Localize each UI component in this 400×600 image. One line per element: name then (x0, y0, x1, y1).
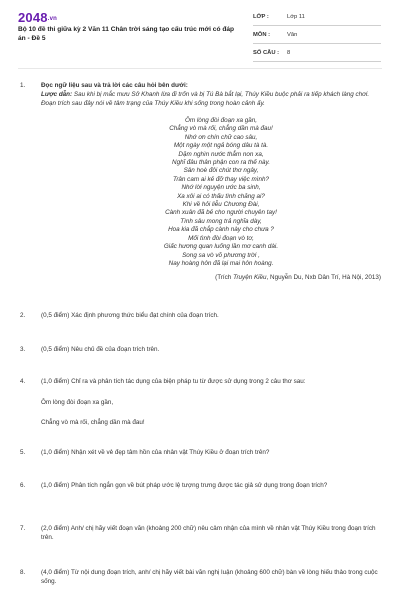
meta-row-class (253, 11, 381, 26)
poem-line: Chẳng vò mà rối, chẳng dần mà đau! (169, 125, 273, 133)
poem-line: Sân hoè đôi chút thơ ngây, (183, 167, 259, 175)
question-text: (1,0 điểm) Chỉ ra và phân tích tác dụng của biện pháp tu từ được sử dụng trong 2 câu thơ sau: (41, 378, 306, 385)
meta-label: MÔN : (253, 32, 271, 38)
question-text: (0,5 điểm) Xác định phương thức biểu đạt chính của đoạn trích. (41, 312, 219, 319)
question-number: 4. (20, 378, 26, 385)
meta-value: Lớp 11 (287, 14, 305, 20)
poem-line: Khi về hỏi liễu Chương Đài, (182, 201, 260, 209)
question-number: 1. (20, 82, 26, 89)
question-text: (0,5 điểm) Nêu chủ đề của đoạn trích trên. (41, 346, 160, 353)
meta-table (253, 11, 381, 65)
page-header (0, 0, 400, 64)
question-text: (1,0 điểm) Phân tích ngắn gọn về bút pháp ước lệ tượng trưng được tác giả sử dụng trong đoạn trích? (41, 482, 328, 489)
question-body (41, 377, 381, 427)
question-text: (2,0 điểm) Anh/ chị hãy viết đoạn văn (khoảng 200 chữ) nêu cảm nhận của mình về nhân vật Thúy Kiều trong đoạn trích trên. (41, 525, 376, 541)
intro-text: Sau khi bị mắc mưu Sở Khanh lừa đi trốn và bị Tú Bà bắt lại, Thúy Kiều buộc phải ra tiếp khách làng chơi. Đoạn trích sau đây nói về tâm trạng của Thúy Kiều khi sống trong hoàn cảnh ấy. (41, 91, 370, 107)
poem-line: Một ngày một ngả bóng dâu tà tà. (173, 142, 269, 150)
poem-line: Xa xôi ai có thấu tình chăng ai? (177, 192, 265, 200)
question-number: 6. (20, 482, 26, 489)
poem-line: Hoa kia đã chắp cành này cho chưa ? (168, 226, 274, 234)
question-number: 2. (20, 312, 26, 319)
intro-label: Lược dẫn: (41, 91, 73, 98)
poem-line: Nghĩ đâu thân phận con ra thế này. (172, 159, 270, 167)
meta-label: LỚP : (253, 14, 269, 20)
meta-value: Văn (287, 32, 298, 38)
poem-line: Dặm nghìn nước thẳm non xa, (178, 150, 264, 158)
meta-value: 8 (287, 50, 291, 56)
citation-suffix: , Nguyễn Du, Nxb Dân Trí, Hà Nội, 2013) (266, 274, 381, 281)
logo-text: 2048 (18, 10, 48, 25)
poem-line: Nhớ lời nguyện ước ba sinh, (181, 184, 261, 192)
poem-line: Mối tình đòi đoạn vò tơ, (188, 234, 254, 242)
poem-line: Song sa vò võ phương trời , (182, 251, 260, 259)
question-number: 8. (20, 569, 26, 576)
poem-line: Nay hoàng hôn đã lại mai hôn hoàng. (168, 259, 274, 267)
poem-line: Cành xuân đã bẻ cho người chuyên tay! (165, 209, 277, 217)
question-body (41, 81, 381, 281)
question-number: 7. (20, 525, 26, 532)
question-number: 5. (20, 449, 26, 456)
poem-line: Giấc hương quan luống lần mơ canh dài. (163, 243, 279, 251)
quoted-line: Chẳng vò mà rối, chẳng dần mà đau! (41, 419, 145, 426)
quoted-line: Ôm lòng đòi đoạn xa gần, (41, 399, 114, 406)
excerpt-intro (41, 90, 381, 108)
header-divider (18, 68, 382, 69)
meta-row-subject (253, 29, 381, 44)
meta-row-count (253, 47, 381, 62)
poem-line: Ôm lòng đòi đoạn xa gần, (184, 117, 258, 124)
question-text: (1,0 điểm) Nhận xét về vẻ đẹp tâm hồn của nhân vật Thúy Kiều ở đoạn trích trên? (41, 449, 270, 456)
poem-line: Tình sâu mong trả nghĩa dày, (180, 217, 262, 225)
poem-citation (215, 273, 381, 282)
question-number: 3. (20, 346, 26, 353)
poem-line: Trân cam ai kẻ đỡ thay việc mình? (172, 175, 270, 183)
logo-suffix: .vn (47, 16, 58, 22)
poem-line: Nhớ ơn chín chữ cao sâu, (184, 133, 258, 141)
site-logo[interactable] (18, 10, 57, 25)
question-heading: Đọc ngữ liệu sau và trả lời các câu hỏi bên dưới: (41, 82, 188, 89)
poem-excerpt (41, 117, 400, 268)
document-title: Bộ 10 đề thi giữa kỳ 2 Văn 11 Chân trời sáng tạo cấu trúc mới có đáp án - Đề 5 (18, 26, 235, 42)
meta-label: SỐ CÂU : (253, 50, 280, 56)
citation-prefix: (Trích (215, 274, 234, 281)
citation-work: Truyện Kiều (233, 274, 267, 281)
question-text: (4,0 điểm) Từ nội dung đoạn trích, anh/ chị hãy viết bài văn nghị luận (khoảng 600 chữ) bàn về lòng hiếu thảo trong cuộc sống. (41, 569, 378, 585)
